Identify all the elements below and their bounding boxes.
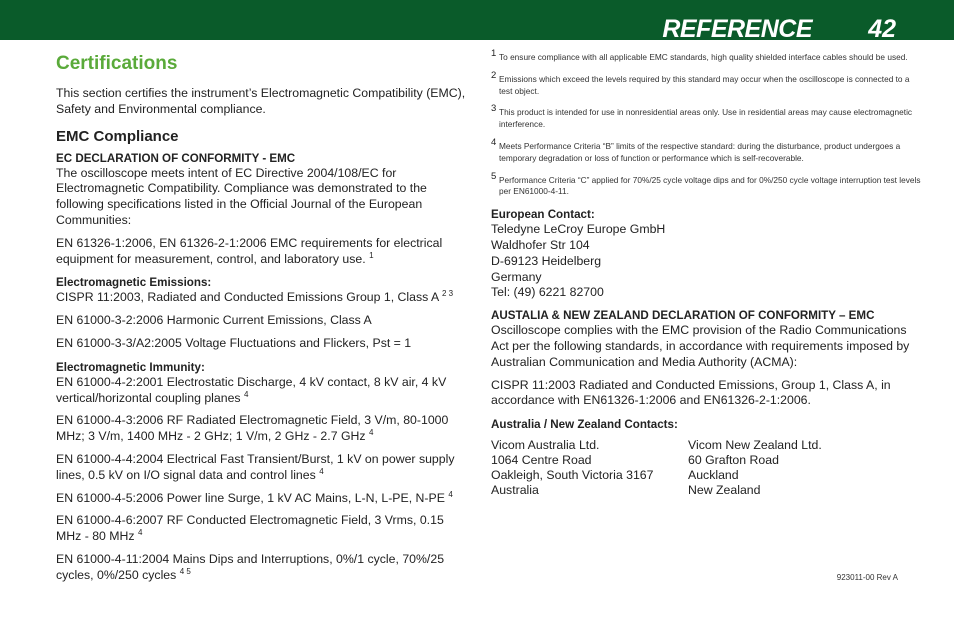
right-column xyxy=(491,48,923,498)
footnote xyxy=(491,137,923,165)
page-number: 42 xyxy=(868,15,896,43)
immunity-item xyxy=(56,452,466,484)
section-title: REFERENCE xyxy=(662,15,812,43)
footnote-ref: 2 3 xyxy=(441,289,454,299)
ec-declaration-text: The oscilloscope meets intent of EC Directive 2004/108/EC for Electromagnetic Compatibility. Compliance was demonstrated to the following specifications listed in the Official Journal of the European Communities: xyxy=(56,165,427,227)
european-contact-label: European Contact: xyxy=(491,208,595,222)
european-contact-address xyxy=(491,222,923,301)
immunity-item xyxy=(56,513,466,545)
address-line: Australia xyxy=(491,483,539,498)
anz-contacts xyxy=(491,438,923,498)
immunity-item-text: EN 61000-4-5:2006 Power line Surge, 1 kV AC Mains, L-N, L-PE, N-PE xyxy=(56,490,445,505)
page-heading: Certifications xyxy=(56,53,178,74)
anz-declaration-label: AUSTALIA & NEW ZEALAND DECLARATION OF CONFORMITY – EMC xyxy=(491,309,875,323)
immunity-item-text: EN 61000-4-6:2007 RF Conducted Electromagnetic Field, 3 Vrms, 0.15 MHz - 80 MHz xyxy=(56,513,444,544)
footnote-text: This product is intended for use in nonresidential areas only. Use in residential areas may cause electromagnetic interference. xyxy=(499,107,913,130)
footnote xyxy=(491,103,923,131)
address-line: Waldhofer Str 104 xyxy=(491,237,590,252)
address-line: D-69123 Heidelberg xyxy=(491,253,602,268)
header-banner xyxy=(0,0,954,43)
en61000-3-2-paragraph: EN 61000-3-2:2006 Harmonic Current Emissions, Class A xyxy=(56,313,372,328)
address-line: New Zealand xyxy=(688,483,761,498)
footnote xyxy=(491,70,923,98)
cispr-text: CISPR 11:2003, Radiated and Conducted Emissions Group 1, Class A xyxy=(56,290,439,305)
document-code: 923011-00 Rev A xyxy=(836,573,898,582)
australia-contact xyxy=(491,438,688,498)
footnote-text: To ensure compliance with all applicable EMC standards, high quality shielded interface cables should be used. xyxy=(499,52,908,62)
footnote xyxy=(491,171,923,199)
footnote-ref: 1 xyxy=(369,250,374,260)
cispr-paragraph xyxy=(56,290,466,306)
immunity-label: Electromagnetic Immunity: xyxy=(56,360,205,374)
footnote-ref: 4 xyxy=(319,466,324,476)
footnote-ref: 4 xyxy=(138,528,143,538)
address-line: Teledyne LeCroy Europe GmbH xyxy=(491,222,666,237)
address-line: Germany xyxy=(491,269,542,284)
footnote-number: 1 xyxy=(491,48,497,59)
footnote-ref: 4 xyxy=(368,428,374,438)
anz-cispr-text: CISPR 11:2003 Radiated and Conducted Emissions, Group 1, Class A, in accordance with EN61326-1:2006 and EN61326-2-1:2006. xyxy=(491,377,891,408)
footnote-number: 4 xyxy=(491,136,497,148)
footnote-ref: 4 5 xyxy=(179,566,191,576)
footnote-text: Performance Criteria “C” applied for 70%/25 cycle voltage dips and for 0%/250 cycle voltage interruption test levels per EN61000-4-11. xyxy=(499,174,921,197)
footnote-number: 3 xyxy=(491,103,497,115)
new-zealand-contact xyxy=(688,438,885,498)
left-column xyxy=(56,52,466,591)
address-line: Auckland xyxy=(688,468,739,483)
intro-paragraph: This section certifies the instrument’s Electromagnetic Compatibility (EMC), Safety and Environmental compliance. xyxy=(56,86,466,116)
en61326-paragraph xyxy=(56,236,466,268)
address-line: 60 Grafton Road xyxy=(688,453,779,468)
footnotes xyxy=(491,48,923,198)
phone-line: Tel: (49) 6221 82700 xyxy=(491,285,604,300)
footnote-number: 2 xyxy=(491,69,497,81)
immunity-item xyxy=(56,491,466,507)
immunity-item-text: EN 61000-4-2:2001 Electrostatic Discharge, 4 kV contact, 8 kV air, 4 kV vertical/horizontal coupling planes xyxy=(56,374,447,405)
footnote-text: Emissions which exceed the levels required by this standard may occur when the oscilloscope is connected to a test object. xyxy=(499,73,910,96)
footnote-ref: 4 xyxy=(448,489,453,499)
ec-declaration-label: EC DECLARATION OF CONFORMITY - EMC xyxy=(56,151,296,165)
address-line: Oakleigh, South Victoria 3167 xyxy=(491,468,654,483)
immunity-item xyxy=(56,413,466,445)
address-line: 1064 Centre Road xyxy=(491,453,592,468)
immunity-item-text: EN 61000-4-4:2004 Electrical Fast Transient/Burst, 1 kV on power supply lines, 0.5 kV on I/O signal data and control lines xyxy=(56,451,455,482)
immunity-item-text: EN 61000-4-11:2004 Mains Dips and Interruptions, 0%/1 cycle, 70%/25 cycles, 0%/250 cycles xyxy=(56,551,445,582)
immunity-item-text: EN 61000-4-3:2006 RF Radiated Electromagnetic Field, 3 V/m, 80-1000 MHz; 3 V/m, 1400 MHz - 2 GHz; 1 V/m, 2 GHz - 2.7 GHz xyxy=(56,413,449,444)
anz-contacts-label: Australia / New Zealand Contacts: xyxy=(491,418,678,432)
en61000-3-3-paragraph: EN 61000-3-3/A2:2005 Voltage Fluctuations and Flickers, Pst = 1 xyxy=(56,335,412,350)
footnote-text: Meets Performance Criteria “B” limits of the respective standard: during the disturbance, product undergoes a temporary degradation or loss of function or performance which is self-recoverable. xyxy=(499,140,901,163)
footnote xyxy=(491,48,923,64)
en61326-text: EN 61326-1:2006, EN 61326-2-1:2006 EMC requirements for electrical equipment for measurement, control, and laboratory use. xyxy=(56,235,443,266)
anz-declaration-text: Oscilloscope complies with the EMC provision of the Radio Communications Act per the following standards, in accordance with requirements imposed by Australian Communication and Media Authority (ACMA): xyxy=(491,323,910,369)
footnote-ref: 4 xyxy=(243,389,249,399)
address-line: Vicom New Zealand Ltd. xyxy=(688,438,822,453)
emc-compliance-heading: EMC Compliance xyxy=(56,127,179,145)
immunity-item xyxy=(56,552,466,584)
immunity-item xyxy=(56,375,466,407)
footnote-number: 5 xyxy=(491,170,497,182)
emissions-label: Electromagnetic Emissions: xyxy=(56,276,212,290)
address-line: Vicom Australia Ltd. xyxy=(491,438,600,453)
